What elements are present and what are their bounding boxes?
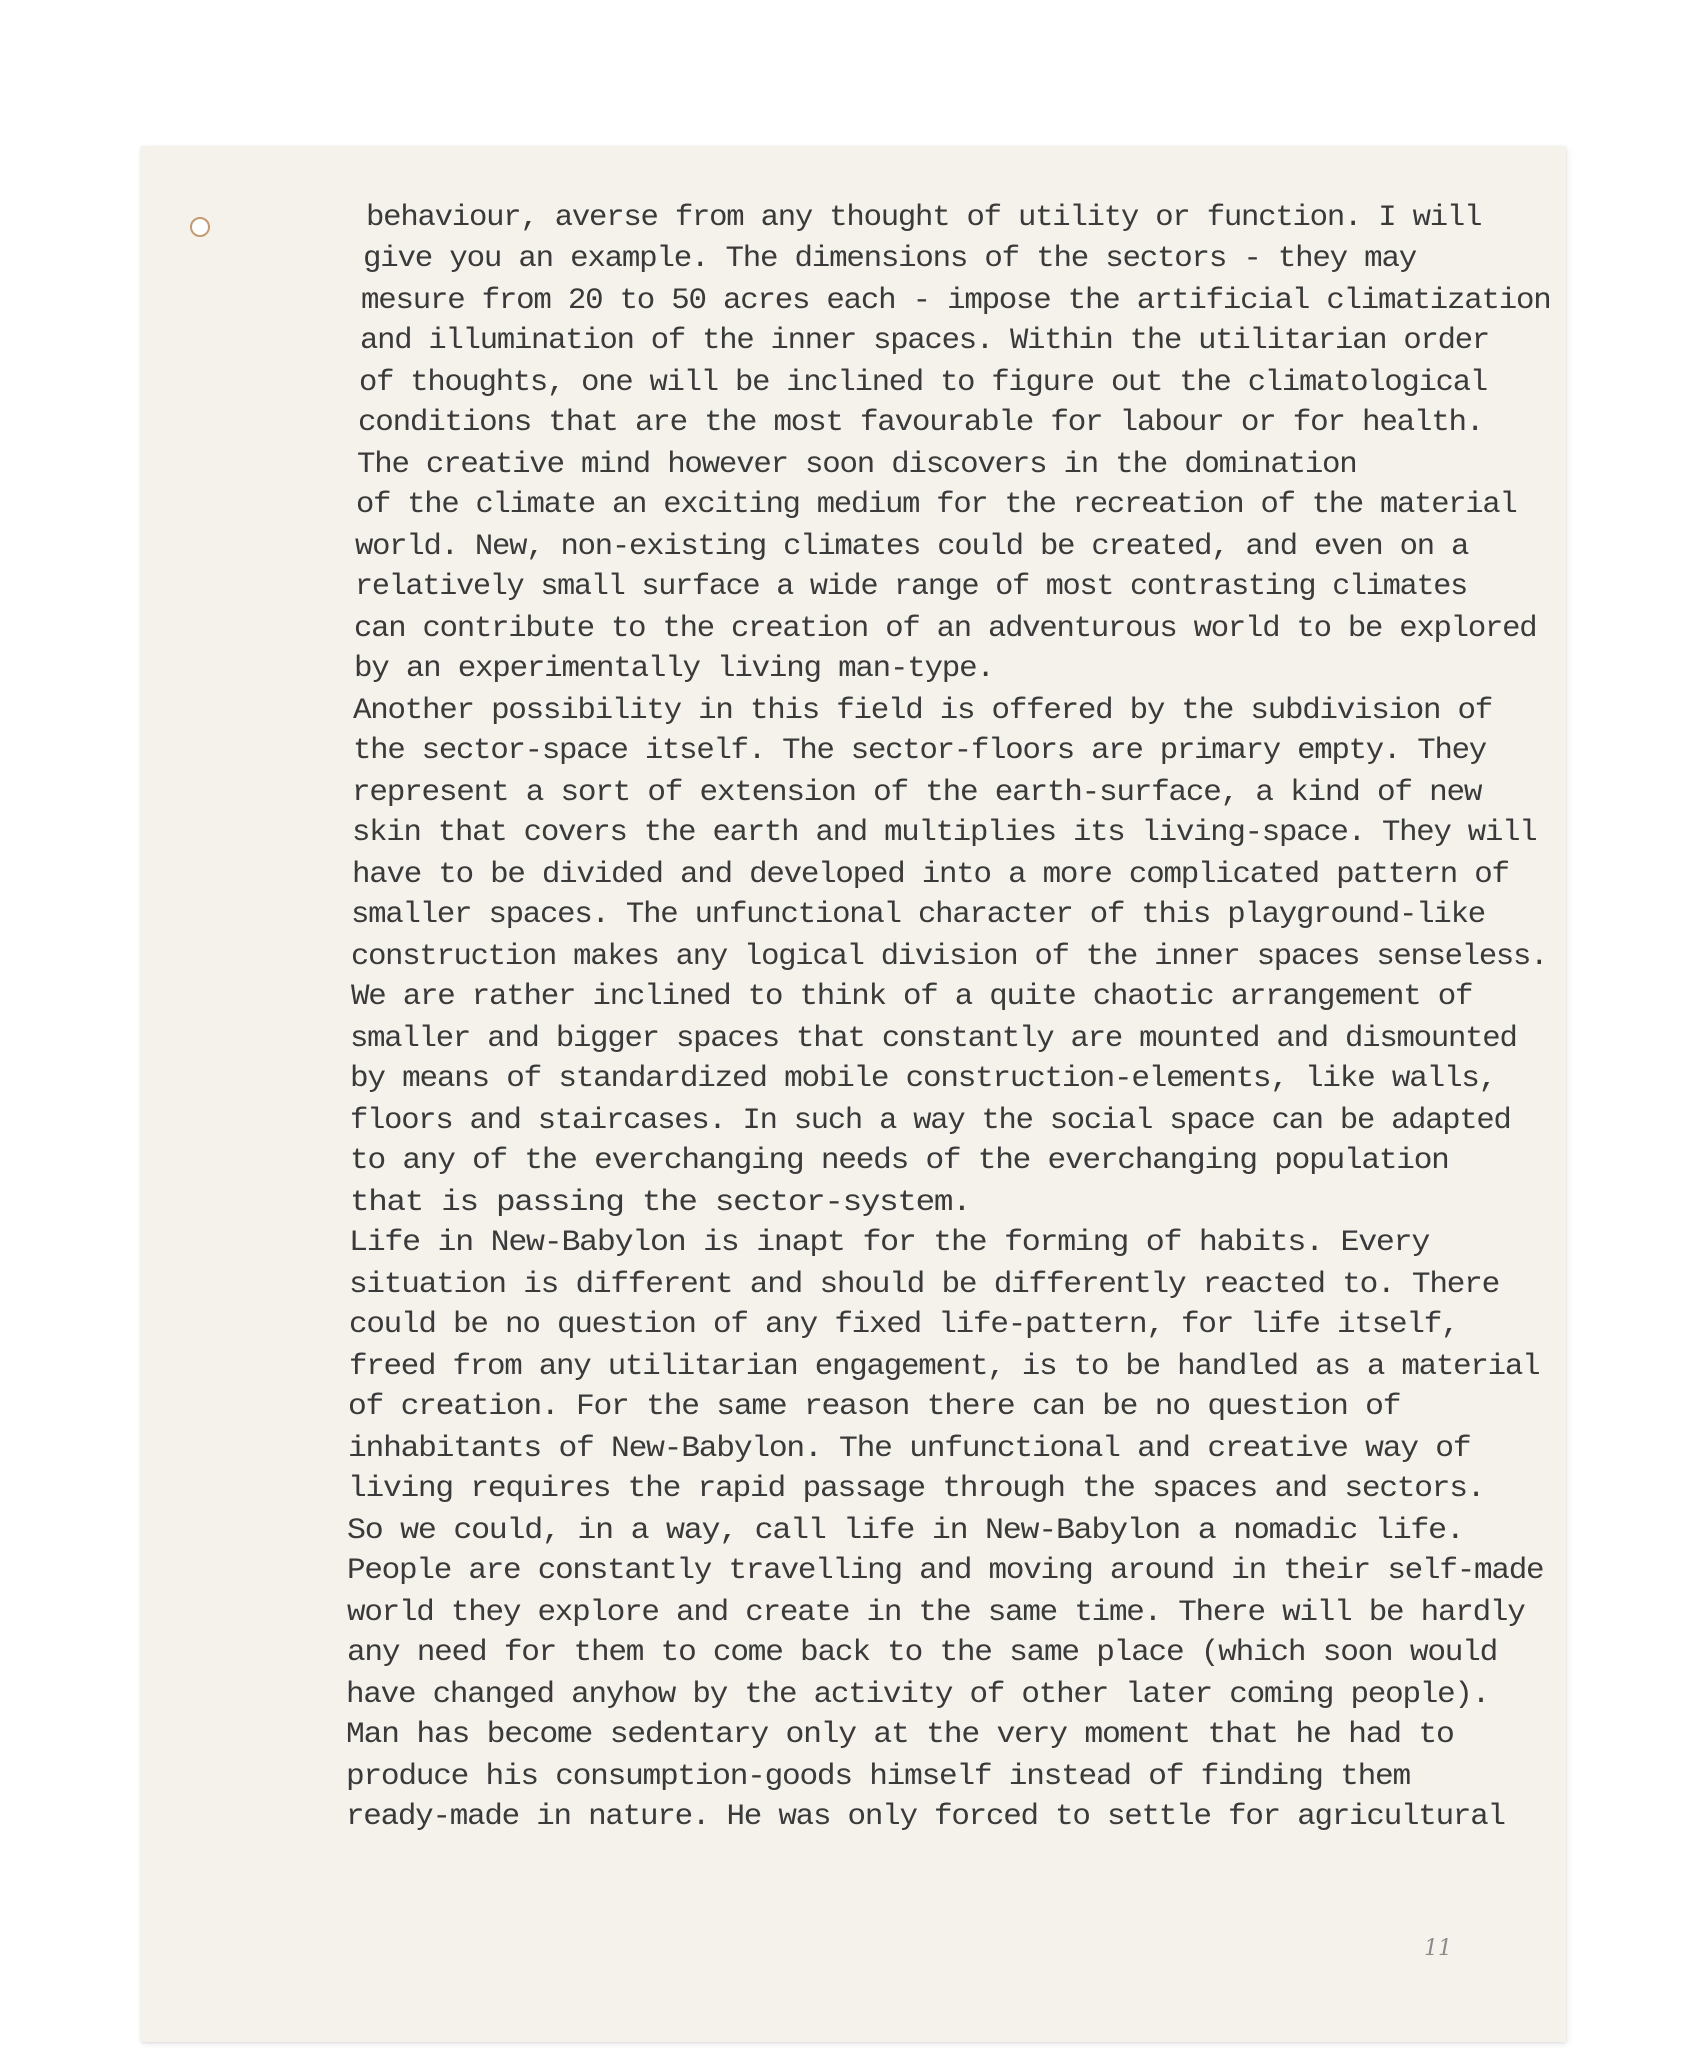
text-line: living requires the rapid passage through the spaces and sectors. — [348, 1472, 1485, 1506]
text-line: can contribute to the creation of an adventurous world to be explored — [354, 612, 1537, 646]
text-line: mesure from 20 to 50 acres each - impose the artificial climatization — [361, 284, 1551, 318]
paper-sheet — [141, 146, 1566, 2042]
punch-hole — [190, 217, 210, 237]
text-line: situation is different and should be differently reacted to. There — [349, 1268, 1500, 1302]
text-line: freed from any utilitarian engagement, is to be handled as a material — [349, 1350, 1540, 1384]
page-mark: 11 — [1424, 1936, 1452, 1961]
text-line: by means of standardized mobile construction-elements, like walls, — [350, 1062, 1497, 1096]
text-line: We are rather inclined to think of a quite chaotic arrangement of — [351, 980, 1473, 1014]
text-line: of thoughts, one will be inclined to figure out the climatological — [359, 366, 1487, 400]
text-line: Life in New-Babylon is inapt for the forming of habits. Every — [349, 1226, 1430, 1260]
text-line: inhabitants of New-Babylon. The unfunctional and creative way of — [348, 1432, 1471, 1466]
text-line: world they explore and create in the same time. There will be hardly — [347, 1596, 1525, 1630]
text-line: People are constantly travelling and moving around in their self-made — [347, 1554, 1544, 1588]
text-line: the sector-space itself. The sector-floors are primary empty. They — [353, 734, 1486, 768]
text-line: relatively small surface a wide range of most contrasting climates — [355, 570, 1467, 604]
text-line: construction makes any logical division of the inner spaces senseless. — [351, 940, 1548, 974]
text-line: The creative mind however soon discovers in the domination — [357, 448, 1357, 482]
text-line: Man has become sedentary only at the very moment that he had to — [346, 1718, 1454, 1752]
text-line: So we could, in a way, call life in New-Babylon a nomadic life. — [347, 1514, 1464, 1548]
text-line: could be no question of any fixed life-pattern, for life itself, — [349, 1308, 1459, 1342]
text-line: to any of the everchanging needs of the everchanging population — [350, 1144, 1449, 1178]
text-line: that is passing the sector-system. — [350, 1186, 971, 1220]
text-line: smaller spaces. The unfunctional character of this playground-like — [351, 898, 1485, 932]
text-line: produce his consumption-goods himself instead of finding them — [346, 1760, 1410, 1794]
text-line: and illumination of the inner spaces. Within the utilitarian order — [360, 324, 1489, 358]
text-line: smaller and bigger spaces that constantly are mounted and dismounted — [350, 1022, 1517, 1056]
text-line: any need for them to come back to the same place (which soon would — [347, 1636, 1498, 1670]
text-line: ready-made in nature. He was only forced to settle for agricultural — [346, 1800, 1505, 1834]
text-line: of the climate an exciting medium for the recreation of the material — [356, 488, 1517, 522]
text-line: represent a sort of extension of the earth-surface, a kind of new — [352, 776, 1482, 810]
text-line: by an experimentally living man-type. — [354, 652, 994, 686]
text-line: of creation. For the same reason there can be no question of — [348, 1390, 1401, 1424]
text-line: conditions that are the most favourable for labour or for health. — [358, 406, 1484, 440]
text-line: have to be divided and developed into a more complicated pattern of — [352, 858, 1509, 892]
text-line: world. New, non-existing climates could be created, and even on a — [355, 530, 1469, 564]
text-line: floors and staircases. In such a way the social space can be adapted — [350, 1104, 1511, 1138]
text-line: skin that covers the earth and multiplies its living-space. They will — [352, 816, 1537, 850]
text-line: behaviour, averse from any thought of utility or function. I will — [366, 201, 1482, 235]
text-line: have changed anyhow by the activity of other later coming people). — [346, 1678, 1490, 1712]
text-line: Another possibility in this field is offered by the subdivision of — [353, 694, 1493, 728]
text-line: give you an example. The dimensions of the sectors - they may — [363, 242, 1416, 276]
